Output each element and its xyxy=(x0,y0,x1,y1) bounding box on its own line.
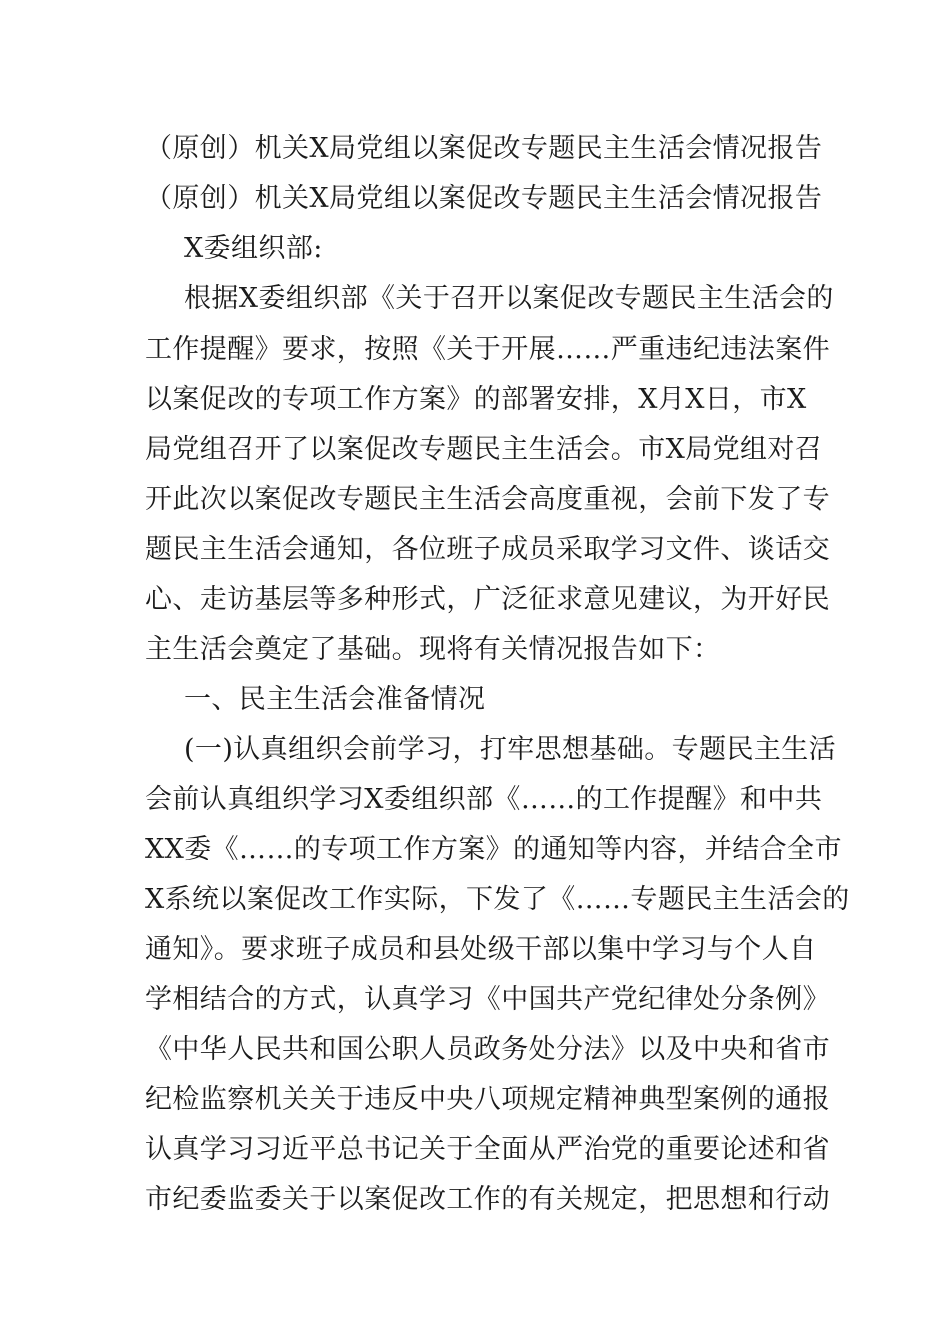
paragraph-line: 会前认真组织学习X委组织部《……的工作提醒》和中共 xyxy=(145,784,823,815)
paragraph-line: 根据X委组织部《关于召开以案促改专题民主生活会的 xyxy=(184,283,834,314)
paragraph-line: 通知》。要求班子成员和县处级干部以集中学习与个人自 xyxy=(145,934,817,965)
paragraph-line: 心、走访基层等多种形式，广泛征求意见建议，为开好民 xyxy=(145,584,830,615)
paragraph-line: 工作提醒》要求，按照《关于开展……严重违纪违法案件 xyxy=(145,334,830,365)
paragraph-line: 开此次以案促改专题民主生活会高度重视，会前下发了专 xyxy=(145,484,830,515)
section-heading: 一、民主生活会准备情况 xyxy=(184,684,486,715)
salutation: X委组织部: xyxy=(184,233,323,264)
paragraph-line: 以案促改的专项工作方案》的部署安排，X月X日，市X xyxy=(145,384,807,415)
paragraph-line: 《中华人民共和国公职人员政务处分法》以及中央和省市 xyxy=(145,1034,830,1065)
paragraph-line: XX委《……的专项工作方案》的通知等内容，并结合全市 xyxy=(145,834,842,865)
document-title-line-1: （原创）机关X局党组以案促改专题民主生活会情况报告 xyxy=(145,133,823,164)
paragraph-line: 题民主生活会通知，各位班子成员采取学习文件、谈话交 xyxy=(145,534,830,565)
paragraph-line: 认真学习习近平总书记关于全面从严治党的重要论述和省 xyxy=(145,1134,830,1165)
paragraph-line: (一)认真组织会前学习，打牢思想基础。专题民主生活 xyxy=(184,734,837,765)
paragraph-line: X系统以案促改工作实际，下发了《……专题民主生活会的 xyxy=(145,884,850,915)
paragraph-line: 局党组召开了以案促改专题民主生活会。市X局党组对召 xyxy=(145,434,823,465)
paragraph-line: 学相结合的方式，认真学习《中国共产党纪律处分条例》 xyxy=(145,984,830,1015)
paragraph-line: 市纪委监委关于以案促改工作的有关规定，把思想和行动 xyxy=(145,1184,830,1215)
paragraph-line: 主生活会奠定了基础。现将有关情况报告如下： xyxy=(145,634,721,665)
paragraph-line: 纪检监察机关关于违反中央八项规定精神典型案例的通报 xyxy=(145,1084,830,1115)
document-title-line-2: （原创）机关X局党组以案促改专题民主生活会情况报告 xyxy=(145,183,823,214)
